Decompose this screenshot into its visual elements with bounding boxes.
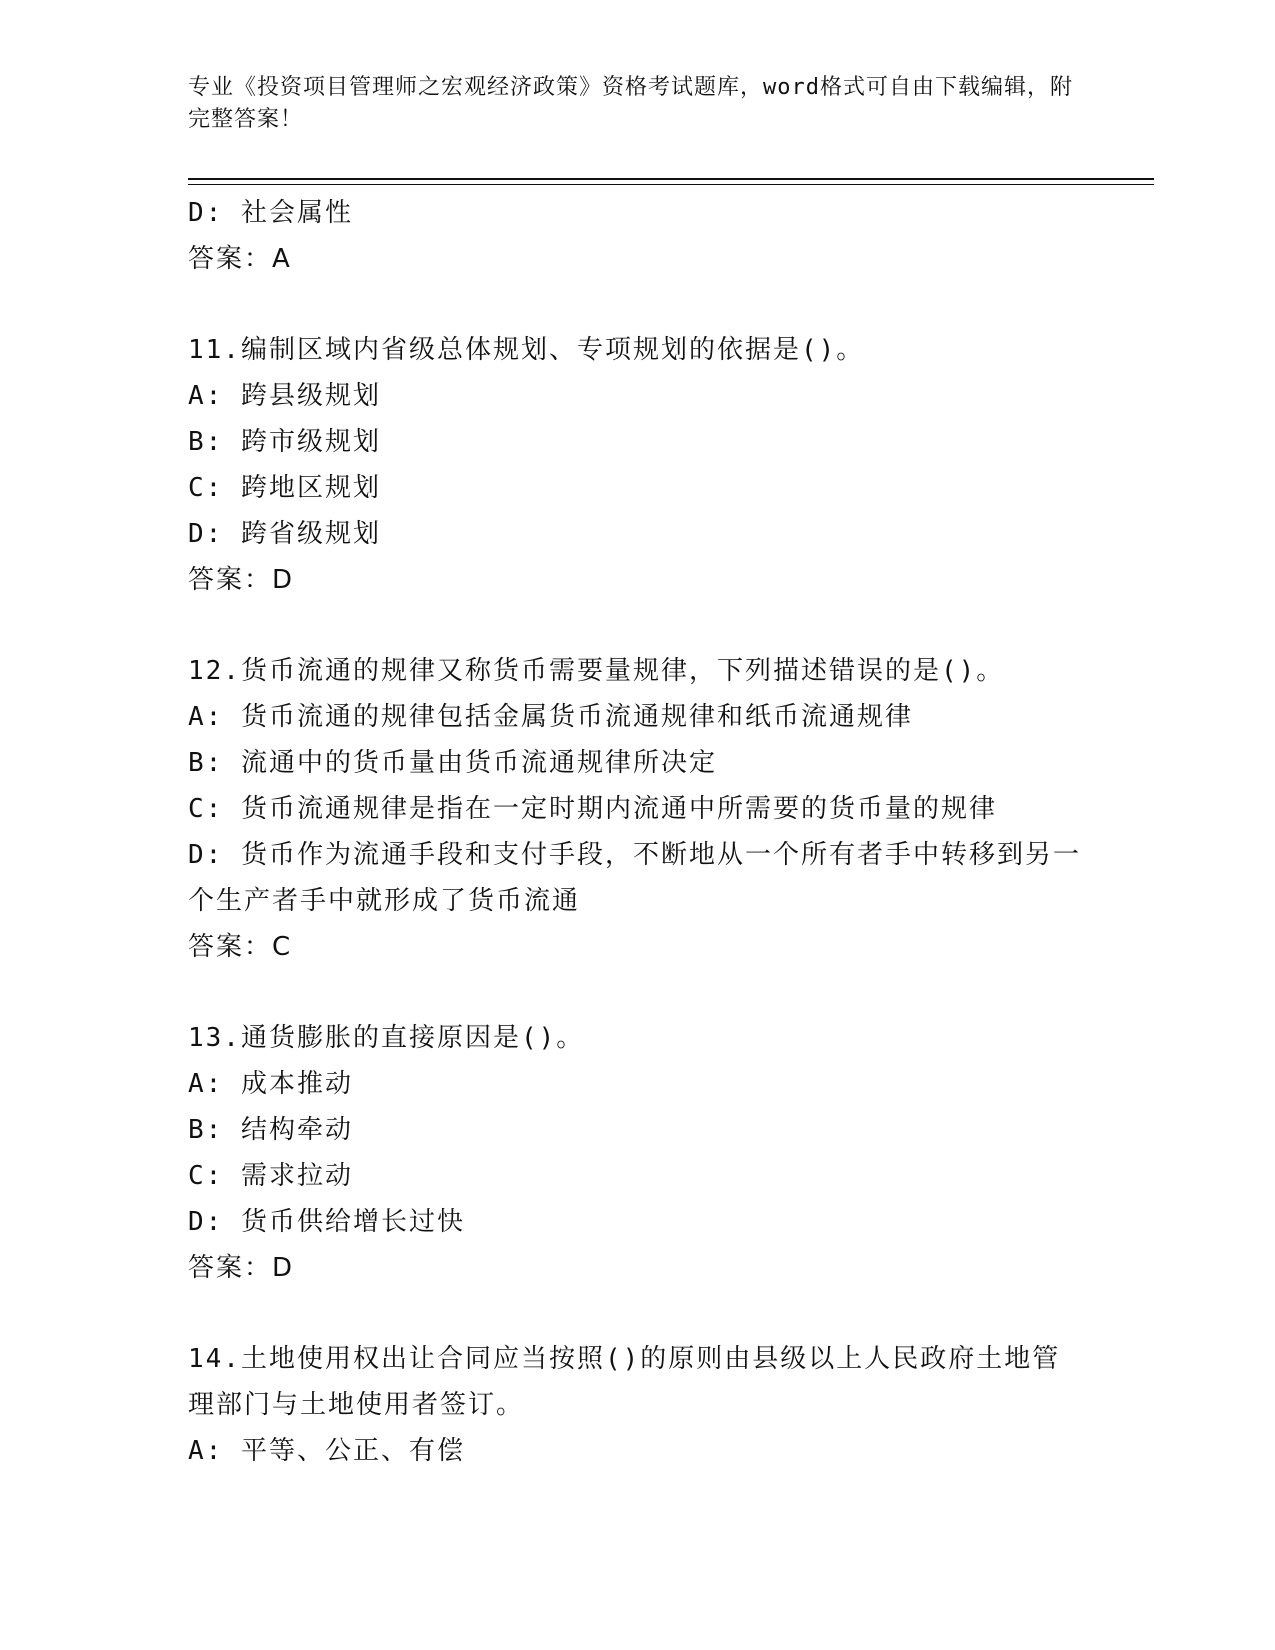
header-divider-thick bbox=[188, 178, 1154, 180]
question-12 bbox=[188, 648, 1088, 970]
answer: 答案：D bbox=[188, 1253, 295, 1283]
option-c: C: 跨地区规划 bbox=[188, 473, 381, 503]
question-stem: 14.土地使用权出让合同应当按照()的原则由县级以上人民政府土地管理部门与土地使用者签订。 bbox=[188, 1344, 1061, 1420]
option-b: B: 跨市级规划 bbox=[188, 427, 381, 457]
question-stem: 13.通货膨胀的直接原因是()。 bbox=[188, 1023, 585, 1053]
question-13 bbox=[188, 1015, 1088, 1291]
option-a: A: 货币流通的规律包括金属货币流通规律和纸币流通规律 bbox=[188, 702, 913, 732]
question-11 bbox=[188, 327, 1088, 603]
option-a: A: 平等、公正、有偿 bbox=[188, 1436, 465, 1466]
document-header: 专业《投资项目管理师之宏观经济政策》资格考试题库，word格式可自由下载编辑，附完整答案！ bbox=[188, 75, 1073, 132]
prev-answer: 答案：A bbox=[188, 244, 292, 274]
option-b: B: 结构牵动 bbox=[188, 1115, 353, 1145]
option-a: A: 跨县级规划 bbox=[188, 381, 381, 411]
answer: 答案：C bbox=[188, 932, 293, 962]
option-d: D: 货币供给增长过快 bbox=[188, 1207, 465, 1237]
header-divider-thin bbox=[188, 184, 1154, 185]
option-d: D: 跨省级规划 bbox=[188, 519, 381, 549]
option-d: D: 货币作为流通手段和支付手段，不断地从一个所有者手中转移到另一个生产者手中就形成了货币流通 bbox=[188, 840, 1081, 916]
option-c: C: 货币流通规律是指在一定时期内流通中所需要的货币量的规律 bbox=[188, 794, 997, 824]
prev-option-d: D: 社会属性 bbox=[188, 198, 353, 228]
option-b: B: 流通中的货币量由货币流通规律所决定 bbox=[188, 748, 717, 778]
option-c: C: 需求拉动 bbox=[188, 1161, 353, 1191]
question-stem: 12.货币流通的规律又称货币需要量规律，下列描述错误的是()。 bbox=[188, 656, 1005, 686]
spacer bbox=[188, 603, 1088, 648]
question-content bbox=[188, 190, 1088, 1474]
question-stem: 11.编制区域内省级总体规划、专项规划的依据是()。 bbox=[188, 335, 865, 365]
answer: 答案：D bbox=[188, 565, 295, 595]
spacer bbox=[188, 282, 1088, 327]
spacer bbox=[188, 1291, 1088, 1336]
spacer bbox=[188, 970, 1088, 1015]
option-a: A: 成本推动 bbox=[188, 1069, 353, 1099]
question-14 bbox=[188, 1336, 1088, 1474]
